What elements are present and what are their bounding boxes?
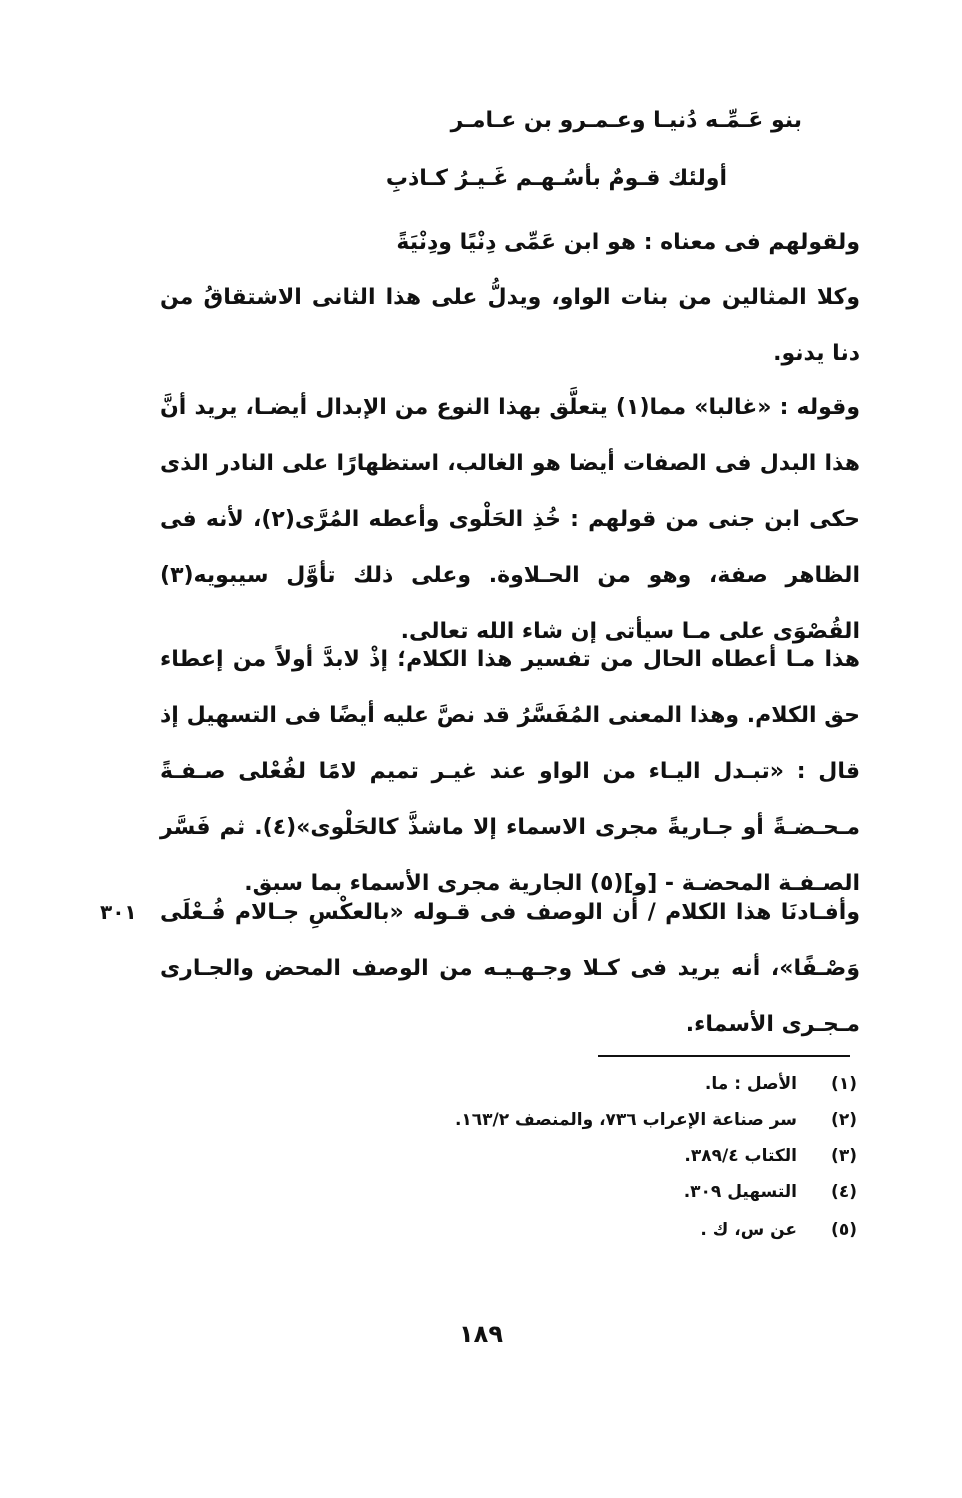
footnote-text: الأصل : ما. [704, 1074, 797, 1094]
paragraph-qawluh: وقوله : «غالبا» مما(١) يتعلَّق بهذا النوع من الإبدال أيضـا، يريد أنَّ هذا البدل فى الصفات أيضا هو الغالب، استظهارًا على النادر الذى حكى ابن جنى من قولهم : خُذِ الحَلْوى وأعطه المُرَّى(٢)، لأنه فى الظاهر صفة، وهو من الحـلاوة. وعلى ذلك تأوَّل سيبويه(٣) القُصْوَى على مـا سيأتى إن شاء الله تعالى. [160, 395, 860, 644]
paragraph-kila: وكلا المثالين من بنات الواو، ويدلُّ على هذا الثانى الاشتقاقُ من دنا يدنو. [160, 285, 860, 366]
margin-folio-number: ٣٠١ [100, 900, 137, 924]
footnote-text: الكتاب ٣٨٩/٤. [684, 1146, 797, 1166]
page-number: ١٨٩ [459, 1320, 503, 1348]
footnote [257, 1182, 857, 1202]
footnote-number: (٤) [831, 1182, 857, 1202]
footnote [257, 1146, 857, 1166]
footnote [257, 1110, 857, 1130]
paragraph-wa-afadana: وأفـادنَا هذا الكلام / أن الوصف فى قـوله «بالعكْسِ جـالام فُـعْلَى وَصْـفًا»، أنه يريد فى كـلا وجـهـيـه من الوصف المحض والجـارى مـجـرى الأسماء. [160, 900, 860, 1037]
paragraph-hadha: هذا مـا أعطاه الحال من تفسير هذا الكلام؛ إذْ لابدَّ أولاً من إعطاء حق الكلام. وهذا المعنى المُفَسَّرُ قد نصَّ عليه أيضًا فى التسهيل إذ قال : «تبـدل اليـاء من الواو عند غيـر تميم لامًا لفُعْلى صـفـةً مـحـضـةً أو جـاريةً مجرى الاسماء إلا ماشذَّ كالحَلْوى»(٤). ثم فَسَّر الصـفـة المحضـة - [و](٥) الجارية مجرى الأسماء بما سبق. [160, 647, 860, 896]
footnote-text: سر صناعة الإعراب ٧٣٦، والمنصف ١٦٣/٢. [454, 1110, 797, 1130]
footnote [257, 1074, 857, 1094]
footnote [257, 1220, 857, 1240]
verse-line-1: بنو عَـمِّـه دُنيـا وعـمـرو بن عـامـر [450, 108, 802, 133]
verse-line-2: أولئك قـومٌ بأسُـهـم غَـيـرُ كـاذبِ [385, 166, 727, 191]
paragraph-lq: ولقولهم فى معناه : هو ابن عَمِّى دِنْيًا ودِنْيَةً [396, 230, 860, 255]
footnote-text: التسهيل ٣٠٩. [683, 1182, 797, 1202]
footnote-number: (٣) [831, 1146, 857, 1166]
footnote-number: (١) [831, 1074, 857, 1094]
footnote-number: (٢) [831, 1110, 857, 1130]
footnote-divider [598, 1055, 850, 1057]
footnote-number: (٥) [831, 1220, 857, 1240]
footnote-text: عن س، ك . [700, 1220, 797, 1240]
